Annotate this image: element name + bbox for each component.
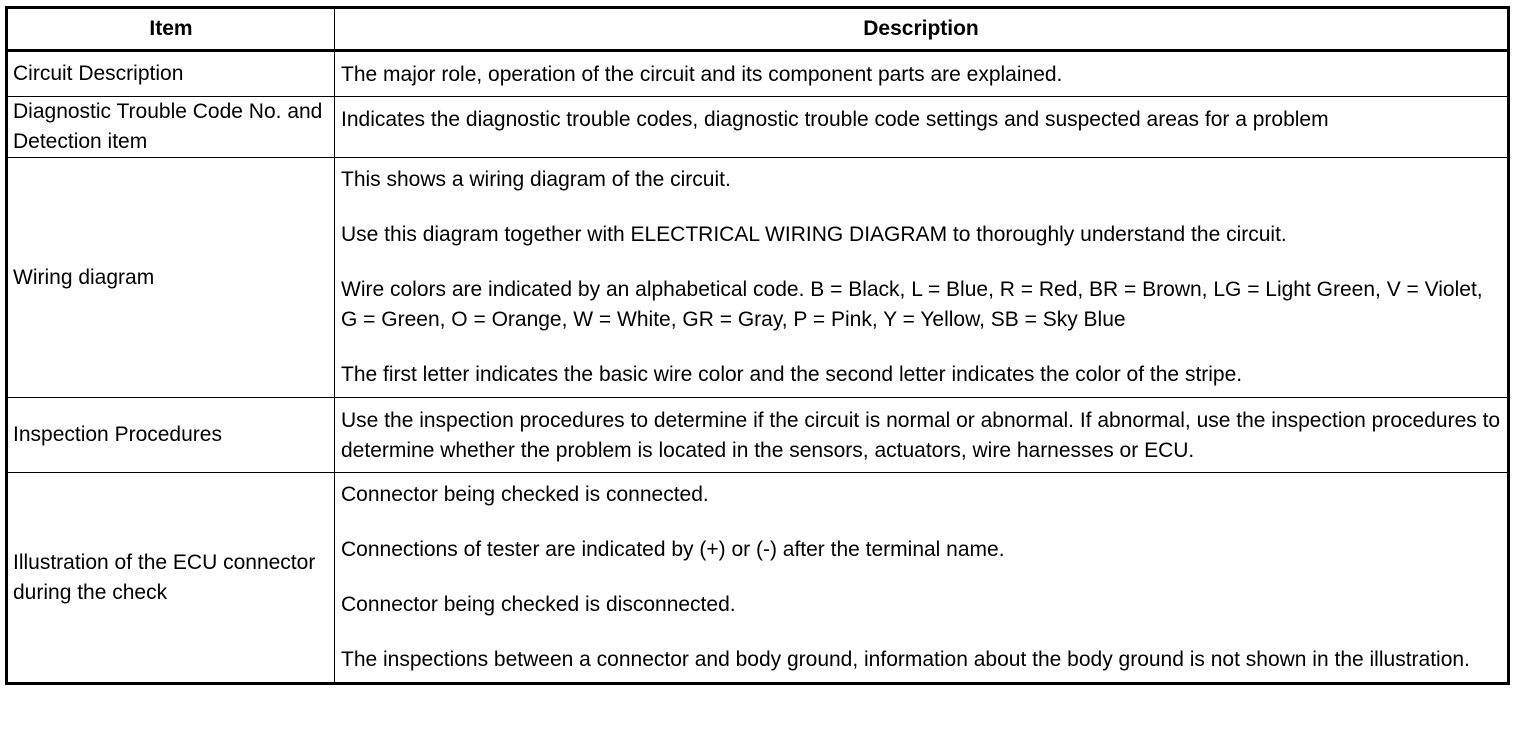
item-cell: Circuit Description xyxy=(7,51,335,97)
description-cell xyxy=(335,473,1509,684)
description-paragraph: Connector being checked is disconnected. xyxy=(341,593,736,616)
description-cell xyxy=(335,398,1509,473)
item-cell: Wiring diagram xyxy=(7,158,335,398)
table-row xyxy=(7,398,1509,473)
description-cell xyxy=(335,51,1509,97)
item-cell: Illustration of the ECU connector during the check xyxy=(7,473,335,684)
table-row xyxy=(7,97,1509,158)
description-table xyxy=(5,6,1510,685)
description-paragraph: Wire colors are indicated by an alphabetical code. B = Black, L = Blue, R = Red, BR = Brown, LG = Light Green, V = Violet, G = Green, O = Orange, W = White, GR = Gray, P = Pink, Y = Yellow, SB = Sky Blue xyxy=(341,278,1483,331)
item-cell: Inspection Procedures xyxy=(7,398,335,473)
item-cell: Diagnostic Trouble Code No. and Detection item xyxy=(7,97,335,158)
description-paragraph: Connections of tester are indicated by (+) or (-) after the terminal name. xyxy=(341,538,1005,561)
description-paragraph: This shows a wiring diagram of the circuit. xyxy=(341,168,731,191)
description-cell xyxy=(335,97,1509,158)
description-paragraph: The first letter indicates the basic wire color and the second letter indicates the color of the stripe. xyxy=(341,363,1243,386)
header-description: Description xyxy=(335,8,1509,51)
table-header-row xyxy=(7,8,1509,51)
description-paragraph: The inspections between a connector and body ground, information about the body ground is not shown in the illustration. xyxy=(341,648,1470,671)
description-paragraph: Indicates the diagnostic trouble codes, diagnostic trouble code settings and suspected areas for a problem xyxy=(341,108,1329,131)
header-item: Item xyxy=(7,8,335,51)
description-cell xyxy=(335,158,1509,398)
table-row xyxy=(7,473,1509,684)
table-row xyxy=(7,51,1509,97)
description-paragraph: The major role, operation of the circuit and its component parts are explained. xyxy=(341,63,1063,86)
description-paragraph: Use this diagram together with ELECTRICAL WIRING DIAGRAM to thoroughly understand the circuit. xyxy=(341,223,1287,246)
description-paragraph: Connector being checked is connected. xyxy=(341,483,709,506)
table-row xyxy=(7,158,1509,398)
description-paragraph: Use the inspection procedures to determine if the circuit is normal or abnormal. If abnormal, use the inspection procedures to determine whether the problem is located in the sensors, actuators, wire harnesses or ECU. xyxy=(341,409,1501,462)
